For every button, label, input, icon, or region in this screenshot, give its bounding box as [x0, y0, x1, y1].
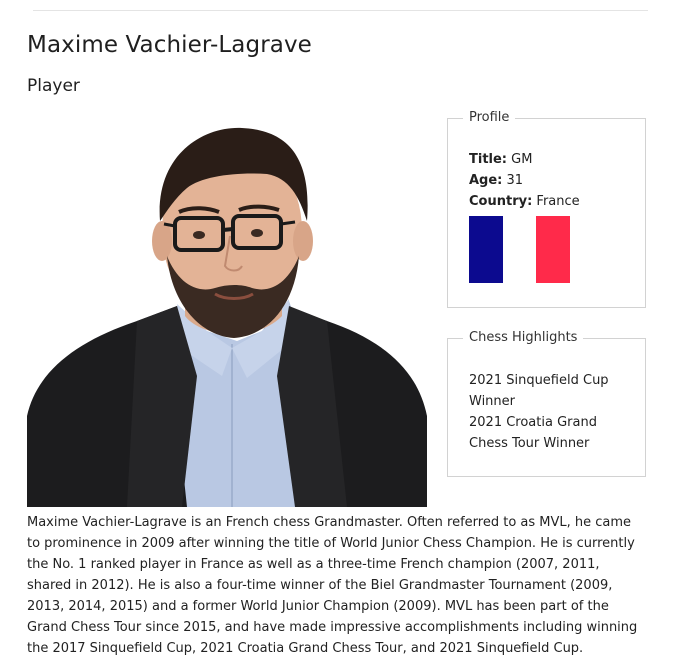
country-value: France — [536, 194, 580, 209]
age-value: 31 — [506, 173, 524, 188]
top-divider — [33, 10, 648, 11]
profile-panel — [447, 110, 646, 308]
country-row — [469, 191, 635, 212]
flag-stripe-white — [503, 216, 537, 283]
flag-stripe-red — [536, 216, 570, 283]
flag-stripe-blue — [469, 216, 503, 283]
title-value: GM — [511, 152, 533, 167]
profile-legend: Profile — [463, 109, 515, 127]
country-label: Country: — [469, 194, 533, 209]
title-label: Title: — [469, 152, 508, 167]
page-subtitle: Player — [27, 76, 80, 96]
age-label: Age: — [469, 173, 503, 188]
france-flag-icon — [469, 216, 570, 283]
profile-body — [469, 149, 635, 283]
age-row — [469, 170, 635, 191]
highlights-legend: Chess Highlights — [463, 329, 583, 347]
highlight-item: 2021 Sinquefield Cup Winner — [469, 373, 609, 409]
player-portrait — [27, 116, 427, 507]
highlights-panel — [447, 330, 646, 477]
highlights-list — [469, 370, 635, 454]
page-title: Maxime Vachier-Lagrave — [27, 32, 312, 58]
title-row — [469, 149, 635, 170]
highlight-item: 2021 Croatia Grand Chess Tour Winner — [469, 415, 597, 451]
player-bio: Maxime Vachier-Lagrave is an French chess Grandmaster. Often referred to as MVL, he came to prominence in 2009 after winning the title of World Junior Chess Champion. He is currently the No. 1 ranked player in France as well as a three-time French champion (2007, 2011, shared in 2012). He is also a four-time winner of the Biel Grandmaster Tournament (2009, 2013, 2014, 2015) and a former World Junior Champion (2009). MVL has been part of the Grand Chess Tour since 2015, and have made impressive accomplishments including winning the 2017 Sinquefield Cup, 2021 Croatia Grand Chess Tour, and 2021 Sinquefield Cup. — [27, 515, 638, 656]
